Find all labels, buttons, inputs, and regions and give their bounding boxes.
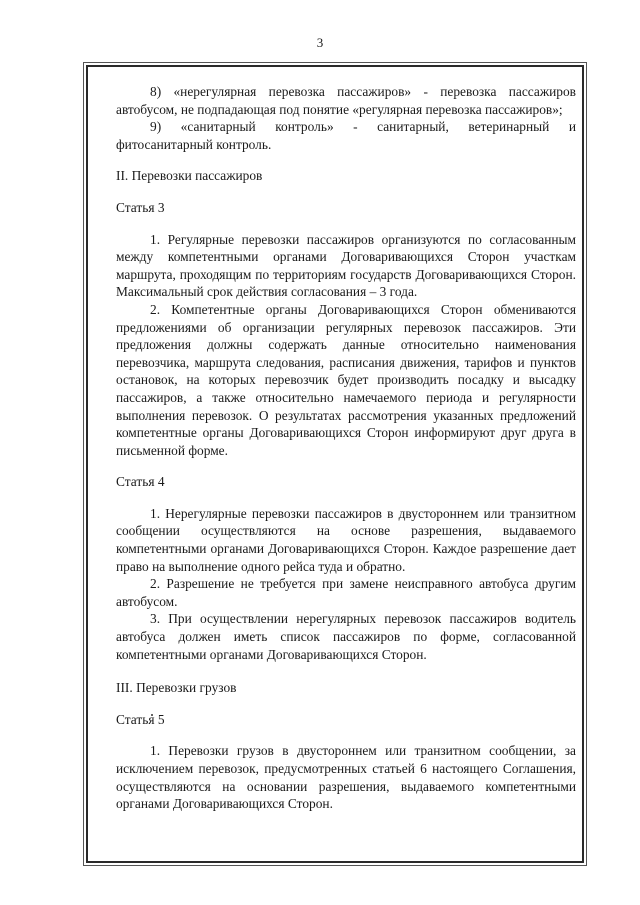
definition-item-9: 9) «санитарный контроль» - санитарный, ветеринарный и фитосанитарный контроль. <box>116 119 576 152</box>
definition-item-8: 8) «нерегулярная перевозка пассажиров» - перевозка пассажиров автобусом, не подпадающая под понятие «регулярная перевозка пассажиров»; <box>116 84 576 117</box>
article-heading: Статья 3 <box>116 199 165 215</box>
section-heading: II. Перевозки пассажиров <box>116 168 263 184</box>
article-paragraph: 3. При осуществлении нерегулярных перевозок пассажиров водитель автобуса должен иметь список пассажиров по форме, согласованной компетентными органами Договаривающихся Сторон. <box>116 611 576 662</box>
article-paragraph: 1. Нерегулярные перевозки пассажиров в двустороннем или транзитном сообщении осуществляются на основе разрешения, выдаваемого компетентными органами Договаривающихся Сторон. Каждое разрешение дает право на выполнение одного рейса туда и обратно. <box>116 505 576 574</box>
article-paragraph: 1. Регулярные перевозки пассажиров организуются по согласованным между компетентными органами Договаривающихся Сторон участкам маршрута, проходящим по территориям государств Договаривающихся Сторон. Максимальный срок действия согласования – 3 года. <box>116 231 576 300</box>
section-heading: III. Перевозки грузов <box>116 680 237 696</box>
article-paragraph: 1. Перевозки грузов в двустороннем или транзитном сообщении, за исключением перевозок, предусмотренных статьей 6 настоящего Соглашения, осуществляются на основании разрешения, выдаваемого компетентными органами Договаривающихся Сторон. <box>116 743 576 812</box>
document-body <box>116 83 576 813</box>
article-heading: Статья 4 <box>116 474 165 490</box>
article-heading: Статья 5 <box>116 711 165 727</box>
page-number: 3 <box>316 35 324 50</box>
article-paragraph: 2. Разрешение не требуется при замене неисправного автобуса другим автобусом. <box>116 576 576 609</box>
article-paragraph: 2. Компетентные органы Договаривающихся Сторон обмениваются предложениями об организации регулярных перевозок пассажиров. Эти предложения должны содержать данные относительно наименования перевозчика, маршрута следования, расписания движения, тарифов и пунктов остановок, на которых перевозчик будет производить посадку и высадку пассажиров, а также относительно намечаемого периода и регулярности выполнения перевозок. О результатах рассмотрения указанных предложений компетентные органы Договаривающихся Сторон информируют друг друга в письменной форме. <box>116 301 576 458</box>
